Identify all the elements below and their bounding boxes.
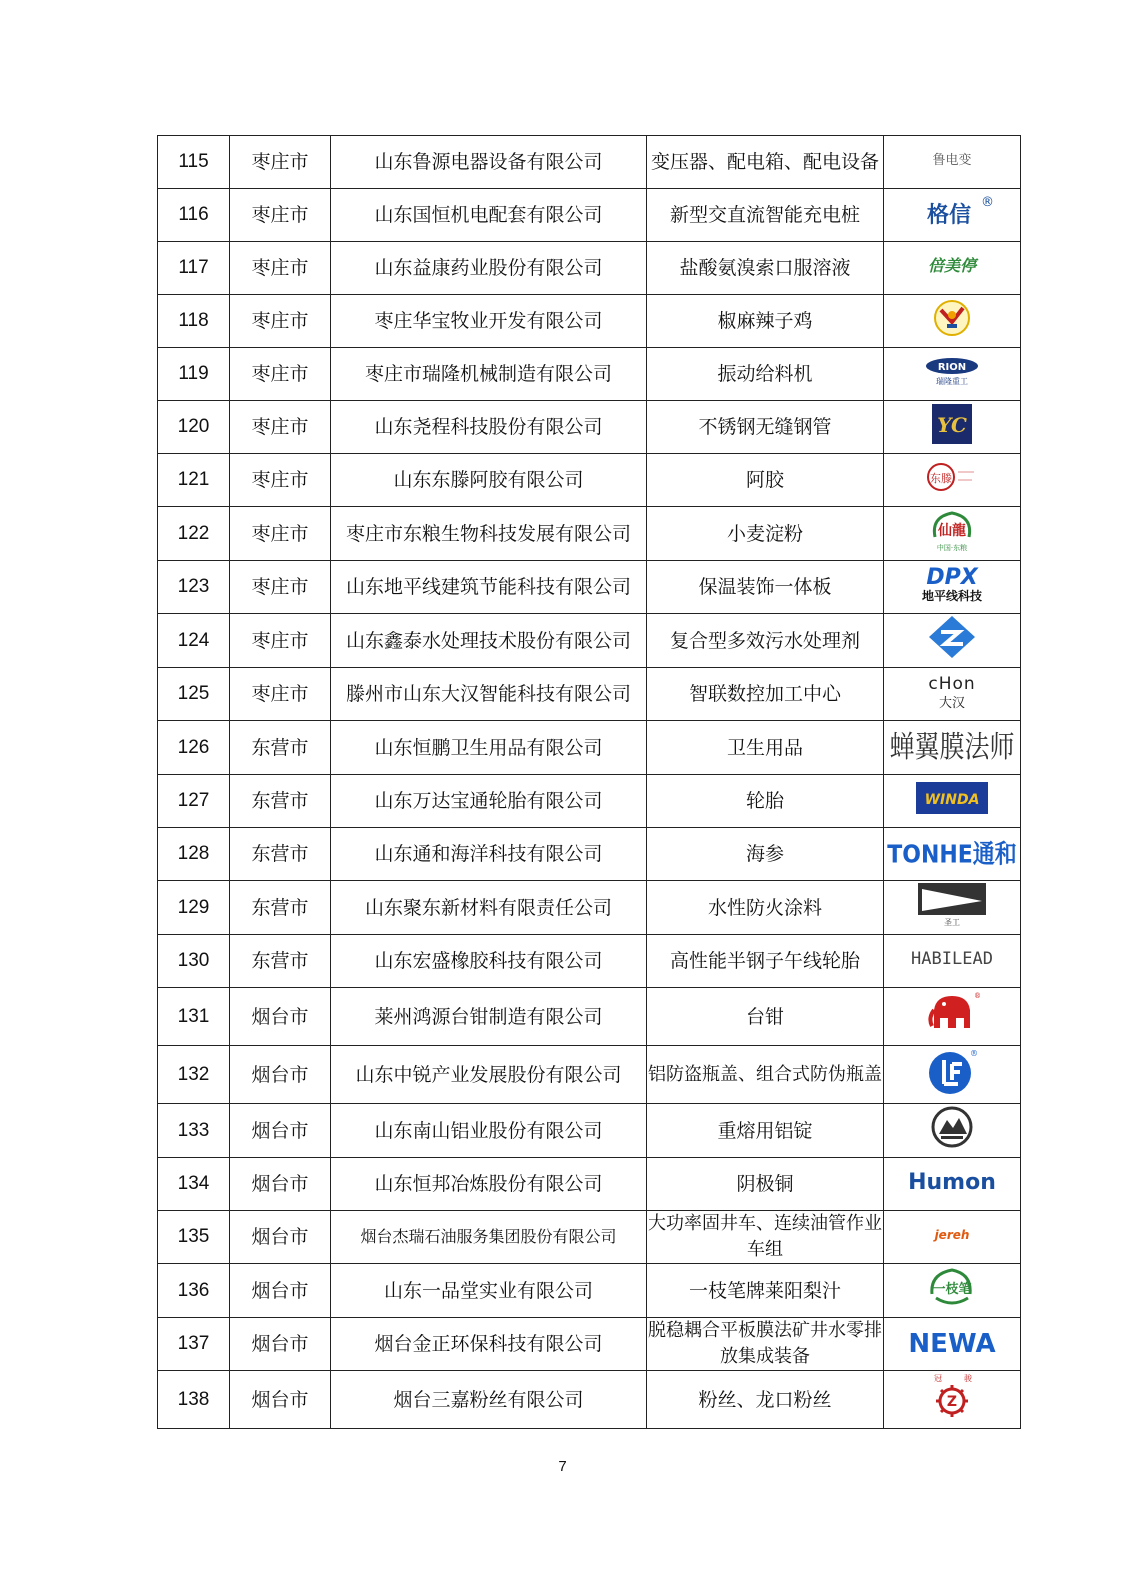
row-number: 134 <box>158 1158 230 1211</box>
table-row <box>158 242 1021 295</box>
enterprise-table <box>157 135 1021 1429</box>
company-cell: 山东东滕阿胶有限公司 <box>331 454 647 507</box>
logo-cell <box>884 401 1021 454</box>
table-row <box>158 136 1021 189</box>
row-number: 130 <box>158 935 230 988</box>
huabao-logo-icon <box>927 296 977 347</box>
table-row <box>158 1371 1021 1429</box>
row-number: 129 <box>158 881 230 935</box>
company-cell: 山东宏盛橡胶科技有限公司 <box>331 935 647 988</box>
product-cell: 水性防火涂料 <box>647 881 884 935</box>
logo-cell <box>884 454 1021 507</box>
table-row <box>158 1211 1021 1264</box>
row-number: 128 <box>158 828 230 881</box>
svg-text:格信: 格信 <box>926 202 972 228</box>
table-row <box>158 1046 1021 1104</box>
judong-logo-icon <box>914 881 990 934</box>
row-number: 127 <box>158 775 230 828</box>
svg-text:Humon: Humon <box>908 1169 996 1195</box>
product-cell: 高性能半钢子午线轮胎 <box>647 935 884 988</box>
city-cell: 枣庄市 <box>230 401 331 454</box>
product-cell: 铝防盗瓶盖、组合式防伪瓶盖 <box>647 1046 884 1104</box>
logo-cell <box>884 828 1021 881</box>
svg-text:圣工: 圣工 <box>944 918 960 927</box>
city-cell: 枣庄市 <box>230 668 331 721</box>
row-number: 135 <box>158 1211 230 1264</box>
product-cell: 轮胎 <box>647 775 884 828</box>
dahan-logo-icon <box>912 669 992 720</box>
logo-cell <box>884 1211 1021 1264</box>
table-row <box>158 295 1021 348</box>
page-number: 7 <box>558 1458 567 1475</box>
logo-cell <box>884 136 1021 189</box>
svg-text:®: ® <box>974 992 981 1000</box>
city-cell: 烟台市 <box>230 1371 331 1429</box>
row-number: 119 <box>158 348 230 401</box>
elephant-logo-icon <box>924 988 980 1045</box>
svg-text:®: ® <box>970 1049 978 1058</box>
svg-text:Z: Z <box>946 1394 958 1410</box>
logo-cell <box>884 668 1021 721</box>
product-cell: 小麦淀粉 <box>647 507 884 561</box>
svg-text:瑞隆重工: 瑞隆重工 <box>936 376 968 386</box>
table-row <box>158 454 1021 507</box>
product-cell: 智联数控加工中心 <box>647 668 884 721</box>
svg-text:鲁电变: 鲁电变 <box>932 152 972 168</box>
logo-cell <box>884 1046 1021 1104</box>
svg-text:倍美停: 倍美停 <box>927 255 977 275</box>
table-row <box>158 1158 1021 1211</box>
product-cell: 粉丝、龙口粉丝 <box>647 1371 884 1429</box>
company-cell: 山东南山铝业股份有限公司 <box>331 1104 647 1158</box>
company-cell: 山东地平线建筑节能科技有限公司 <box>331 561 647 614</box>
product-cell: 盐酸氨溴索口服溶液 <box>647 242 884 295</box>
product-cell: 椒麻辣子鸡 <box>647 295 884 348</box>
company-cell: 山东尧程科技股份有限公司 <box>331 401 647 454</box>
city-cell: 枣庄市 <box>230 348 331 401</box>
product-cell: 振动给料机 <box>647 348 884 401</box>
product-cell: 大功率固井车、连续油管作业车组 <box>647 1211 884 1264</box>
logo-cell <box>884 721 1021 775</box>
svg-text:jereh: jereh <box>934 1227 970 1242</box>
row-number: 137 <box>158 1318 230 1371</box>
company-cell: 枣庄市东粮生物科技发展有限公司 <box>331 507 647 561</box>
row-number: 124 <box>158 614 230 668</box>
product-cell: 一枝笔牌莱阳梨汁 <box>647 1264 884 1318</box>
wanda-logo-icon <box>914 778 990 825</box>
logo-cell <box>884 189 1021 242</box>
company-cell: 烟台杰瑞石油服务集团股份有限公司 <box>331 1211 647 1264</box>
company-cell: 山东恒鹏卫生用品有限公司 <box>331 721 647 775</box>
table-row <box>158 1318 1021 1371</box>
row-number: 132 <box>158 1046 230 1104</box>
svg-text:地平线科技: 地平线科技 <box>921 588 983 603</box>
row-number: 120 <box>158 401 230 454</box>
company-cell: 枣庄华宝牧业开发有限公司 <box>331 295 647 348</box>
product-cell: 卫生用品 <box>647 721 884 775</box>
humon-logo-icon <box>904 1161 1000 1208</box>
city-cell: 枣庄市 <box>230 242 331 295</box>
product-cell: 台钳 <box>647 988 884 1046</box>
row-number: 136 <box>158 1264 230 1318</box>
city-cell: 东营市 <box>230 881 331 935</box>
svg-text:冠: 冠 <box>934 1374 942 1383</box>
svg-text:HABILEAD: HABILEAD <box>911 948 993 969</box>
product-cell: 重熔用铝锭 <box>647 1104 884 1158</box>
xianlong-logo-icon <box>927 507 977 560</box>
svg-text:大汉: 大汉 <box>938 695 966 711</box>
row-number: 133 <box>158 1104 230 1158</box>
logo-cell <box>884 881 1021 935</box>
svg-text:东滕: 东滕 <box>930 471 952 485</box>
company-cell: 滕州市山东大汉智能科技有限公司 <box>331 668 647 721</box>
company-cell: 山东一品堂实业有限公司 <box>331 1264 647 1318</box>
table-row <box>158 561 1021 614</box>
logo-cell <box>884 242 1021 295</box>
product-cell: 保温装饰一体板 <box>647 561 884 614</box>
svg-text:仙龍: 仙龍 <box>938 523 966 539</box>
table-row <box>158 507 1021 561</box>
city-cell: 烟台市 <box>230 1104 331 1158</box>
svg-text:NEWA: NEWA <box>908 1328 996 1359</box>
row-number: 117 <box>158 242 230 295</box>
company-cell: 山东益康药业股份有限公司 <box>331 242 647 295</box>
svg-text:中国·东粮: 中国·东粮 <box>936 544 968 552</box>
logo-cell <box>884 507 1021 561</box>
company-cell: 烟台金正环保科技有限公司 <box>331 1318 647 1371</box>
table-row <box>158 614 1021 668</box>
svg-text:WINDA: WINDA <box>924 791 980 808</box>
product-cell: 阴极铜 <box>647 1158 884 1211</box>
city-cell: 枣庄市 <box>230 614 331 668</box>
city-cell: 烟台市 <box>230 1211 331 1264</box>
habilead-logo-icon <box>902 941 1002 982</box>
logo-cell <box>884 1371 1021 1429</box>
logo-cell <box>884 561 1021 614</box>
city-cell: 烟台市 <box>230 1264 331 1318</box>
logo-cell <box>884 935 1021 988</box>
row-number: 123 <box>158 561 230 614</box>
tonhe-logo-icon <box>887 829 1017 880</box>
logo-cell <box>884 1264 1021 1318</box>
city-cell: 枣庄市 <box>230 561 331 614</box>
luyuan-logo-icon <box>917 144 987 181</box>
table-row <box>158 721 1021 775</box>
table-row <box>158 401 1021 454</box>
svg-text:一枝笔: 一枝笔 <box>932 1282 972 1297</box>
guanjun-logo-icon <box>922 1371 982 1428</box>
company-cell: 山东中锐产业发展股份有限公司 <box>331 1046 647 1104</box>
table-row <box>158 348 1021 401</box>
city-cell: 枣庄市 <box>230 454 331 507</box>
yaocheng-logo-icon <box>930 402 974 453</box>
rion-logo-icon <box>920 354 984 395</box>
row-number: 125 <box>158 668 230 721</box>
city-cell: 东营市 <box>230 828 331 881</box>
company-cell: 山东万达宝通轮胎有限公司 <box>331 775 647 828</box>
logo-cell <box>884 988 1021 1046</box>
table-row <box>158 189 1021 242</box>
gexin-logo-icon <box>907 192 997 239</box>
table-row <box>158 668 1021 721</box>
row-number: 116 <box>158 189 230 242</box>
row-number: 115 <box>158 136 230 189</box>
city-cell: 枣庄市 <box>230 189 331 242</box>
product-cell: 阿胶 <box>647 454 884 507</box>
product-cell: 不锈钢无缝钢管 <box>647 401 884 454</box>
product-cell: 复合型多效污水处理剂 <box>647 614 884 668</box>
table-row <box>158 1264 1021 1318</box>
product-cell: 变压器、配电箱、配电设备 <box>647 136 884 189</box>
city-cell: 烟台市 <box>230 988 331 1046</box>
row-number: 122 <box>158 507 230 561</box>
table-row <box>158 881 1021 935</box>
nanshan-logo-icon <box>929 1104 975 1157</box>
yizhibi-logo-icon <box>924 1264 980 1317</box>
table-row <box>158 828 1021 881</box>
svg-text:RION: RION <box>937 361 967 373</box>
company-cell: 山东通和海洋科技有限公司 <box>331 828 647 881</box>
city-cell: 东营市 <box>230 721 331 775</box>
product-cell: 海参 <box>647 828 884 881</box>
logo-cell <box>884 348 1021 401</box>
svg-text:骏: 骏 <box>964 1374 972 1383</box>
zhongrui-logo-icon <box>924 1046 980 1103</box>
table-row <box>158 935 1021 988</box>
company-cell: 山东恒邦冶炼股份有限公司 <box>331 1158 647 1211</box>
city-cell: 枣庄市 <box>230 136 331 189</box>
svg-text:TONHE通和: TONHE通和 <box>887 838 1017 869</box>
svg-text:DPX: DPX <box>926 564 978 590</box>
product-cell: 新型交直流智能充电桩 <box>647 189 884 242</box>
row-number: 121 <box>158 454 230 507</box>
svg-text:蝉翼膜法师: 蝉翼膜法师 <box>889 728 1015 765</box>
dongteng-logo-icon <box>924 460 980 501</box>
company-cell: 山东鑫泰水处理技术股份有限公司 <box>331 614 647 668</box>
table-row <box>158 988 1021 1046</box>
product-cell: 脱稳耦合平板膜法矿井水零排放集成装备 <box>647 1318 884 1371</box>
row-number: 131 <box>158 988 230 1046</box>
row-number: 126 <box>158 721 230 775</box>
logo-cell <box>884 1318 1021 1371</box>
logo-cell <box>884 614 1021 668</box>
newa-logo-icon <box>907 1319 997 1370</box>
city-cell: 烟台市 <box>230 1158 331 1211</box>
city-cell: 东营市 <box>230 775 331 828</box>
company-cell: 山东聚东新材料有限责任公司 <box>331 881 647 935</box>
svg-text:cHon: cHon <box>928 673 976 694</box>
dpx-logo-icon <box>902 562 1002 613</box>
jereh-logo-icon <box>917 1219 987 1256</box>
svg-text:YC: YC <box>937 412 967 437</box>
company-cell: 枣庄市瑞隆机械制造有限公司 <box>331 348 647 401</box>
table-row <box>158 775 1021 828</box>
svg-text:®: ® <box>981 194 994 210</box>
company-cell: 山东国恒机电配套有限公司 <box>331 189 647 242</box>
company-cell: 烟台三嘉粉丝有限公司 <box>331 1371 647 1429</box>
city-cell: 枣庄市 <box>230 507 331 561</box>
beimeiting-logo-icon <box>917 250 987 287</box>
logo-cell <box>884 1158 1021 1211</box>
city-cell: 烟台市 <box>230 1046 331 1104</box>
logo-cell <box>884 295 1021 348</box>
city-cell: 枣庄市 <box>230 295 331 348</box>
logo-cell <box>884 775 1021 828</box>
logo-cell <box>884 1104 1021 1158</box>
chanyi-logo-icon <box>889 721 1015 774</box>
company-cell: 山东鲁源电器设备有限公司 <box>331 136 647 189</box>
table-row <box>158 1104 1021 1158</box>
row-number: 118 <box>158 295 230 348</box>
city-cell: 烟台市 <box>230 1318 331 1371</box>
xintai-logo-icon <box>927 614 977 667</box>
row-number: 138 <box>158 1371 230 1429</box>
city-cell: 东营市 <box>230 935 331 988</box>
company-cell: 莱州鸿源台钳制造有限公司 <box>331 988 647 1046</box>
